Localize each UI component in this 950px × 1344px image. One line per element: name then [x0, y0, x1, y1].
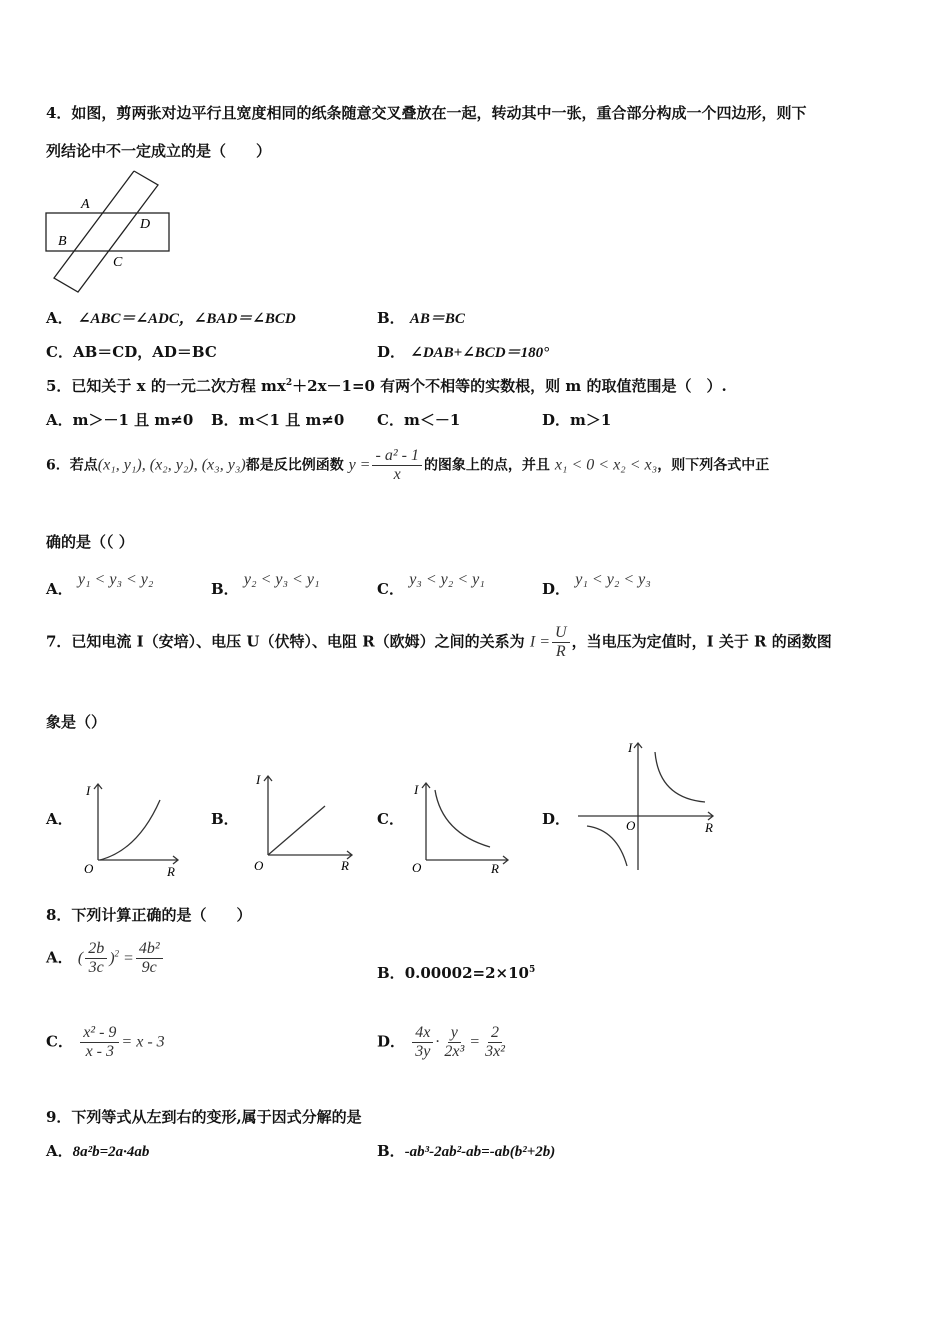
- q4-stem-line2: 列结论中不一定成立的是（ ）: [46, 142, 272, 160]
- q8-stem: 8．下列计算正确的是（ ）: [46, 906, 252, 924]
- svg-text:R: R: [491, 861, 499, 876]
- q4-label-a: A: [81, 197, 90, 212]
- q6-stem-line1: 6．若点(x₁, y₁), (x₂, y₂), (x₃, y₃)都是反比例函数 y = $\frac{\text{- a² - 1}}{x}$ 的图象上的点，并且 x₁ < 0 < x₂ < x₃，则下列各式中正: [46, 447, 770, 483]
- q8-option-d[interactable]: D． $\frac{4x}{3y}$ · $\frac{y}{\text{2x³}}$ = $\frac{2}{\text{3x²}}$: [377, 1024, 505, 1060]
- q8-option-a[interactable]: A． ( $\frac{2b}{3c}$ )$^2$ = $\frac{\text{4b²}}{9c}$: [46, 940, 165, 977]
- q4-option-d[interactable]: D． ∠DAB+∠BCD＝180°: [377, 343, 550, 361]
- svg-text:R: R: [705, 820, 713, 835]
- q6-option-b[interactable]: B． y₂ < y₃ < y₁: [211, 571, 320, 598]
- q5-option-d[interactable]: D．m＞1: [542, 411, 612, 429]
- q8-option-c[interactable]: C． $\frac{\text{x² - 9}}{x - 3}$ = x - 3: [46, 1024, 165, 1060]
- svg-text:R: R: [341, 858, 349, 873]
- q4-option-b[interactable]: B． AB＝BC: [377, 309, 465, 327]
- q4-option-a[interactable]: A． ∠ABC＝∠ADC，∠BAD＝∠BCD: [46, 309, 296, 327]
- q9-option-a[interactable]: A．8a²b=2a·4ab: [46, 1142, 150, 1160]
- q7-graph-a[interactable]: [78, 780, 183, 880]
- q6-option-d[interactable]: D． y₁ < y₂ < y₃: [542, 571, 651, 598]
- svg-text:R: R: [167, 864, 175, 879]
- q5-option-c[interactable]: C．m＜－1: [377, 411, 461, 429]
- svg-text:O: O: [626, 818, 636, 833]
- q7-option-b[interactable]: B．: [211, 810, 239, 828]
- q7-option-d[interactable]: D．: [542, 810, 571, 828]
- q7-graph-d[interactable]: [575, 740, 720, 875]
- q7-graph-c[interactable]: [408, 778, 518, 878]
- q4-label-d: D: [140, 217, 151, 232]
- svg-text:I: I: [86, 783, 91, 798]
- svg-text:O: O: [84, 861, 94, 876]
- q7-option-c[interactable]: C．: [377, 810, 404, 828]
- svg-text:I: I: [256, 772, 261, 787]
- q9-option-b[interactable]: B．-ab³-2ab²-ab=-ab(b²+2b): [377, 1142, 556, 1160]
- q6-stem-line2: 确的是（（ ）: [46, 533, 134, 551]
- svg-text:O: O: [412, 860, 422, 875]
- q9-stem: 9．下列等式从左到右的变形,属于因式分解的是: [46, 1108, 362, 1126]
- q7-graph-b[interactable]: [248, 770, 358, 880]
- q7-stem-line1: 7．已知电流 I（安培）、电压 U（伏特）、电阻 R（欧姆）之间的关系为 I = $\frac{U}{R}$ ，当电压为定值时，I 关于 R 的函数图: [46, 624, 832, 660]
- q5-stem: 5．已知关于 x 的一元二次方程 $mx^2+2x-1=0$ 有两个不相等的实数根，则 m 的取值范围是（ ）.: [46, 377, 727, 395]
- q4-label-c: C: [113, 255, 123, 270]
- q5-option-a[interactable]: A．m＞－1 且 m≠0: [46, 411, 194, 429]
- q5-option-b[interactable]: B．m＜1 且 m≠0: [211, 411, 345, 429]
- q7-stem-line2: 象是（）: [46, 713, 107, 731]
- q6-option-a[interactable]: A． y₁ < y₃ < y₂: [46, 571, 154, 598]
- svg-text:O: O: [254, 858, 264, 873]
- q7-option-a[interactable]: A．: [46, 810, 73, 828]
- svg-text:I: I: [628, 740, 633, 755]
- q4-paper-strips-figure: [40, 165, 175, 295]
- q6-option-c[interactable]: C． y₃ < y₂ < y₁: [377, 571, 485, 598]
- q8-option-b[interactable]: B．$0.00002=2\times 10^5$: [377, 964, 536, 982]
- svg-text:I: I: [414, 782, 419, 797]
- q4-stem-line1: 4．如图，剪两张对边平行且宽度相同的纸条随意交叉叠放在一起，转动其中一张，重合部分构成一个四边形，则下: [46, 104, 807, 122]
- q4-option-c[interactable]: C．AB＝CD，AD＝BC: [46, 343, 217, 361]
- q4-label-b: B: [58, 234, 67, 249]
